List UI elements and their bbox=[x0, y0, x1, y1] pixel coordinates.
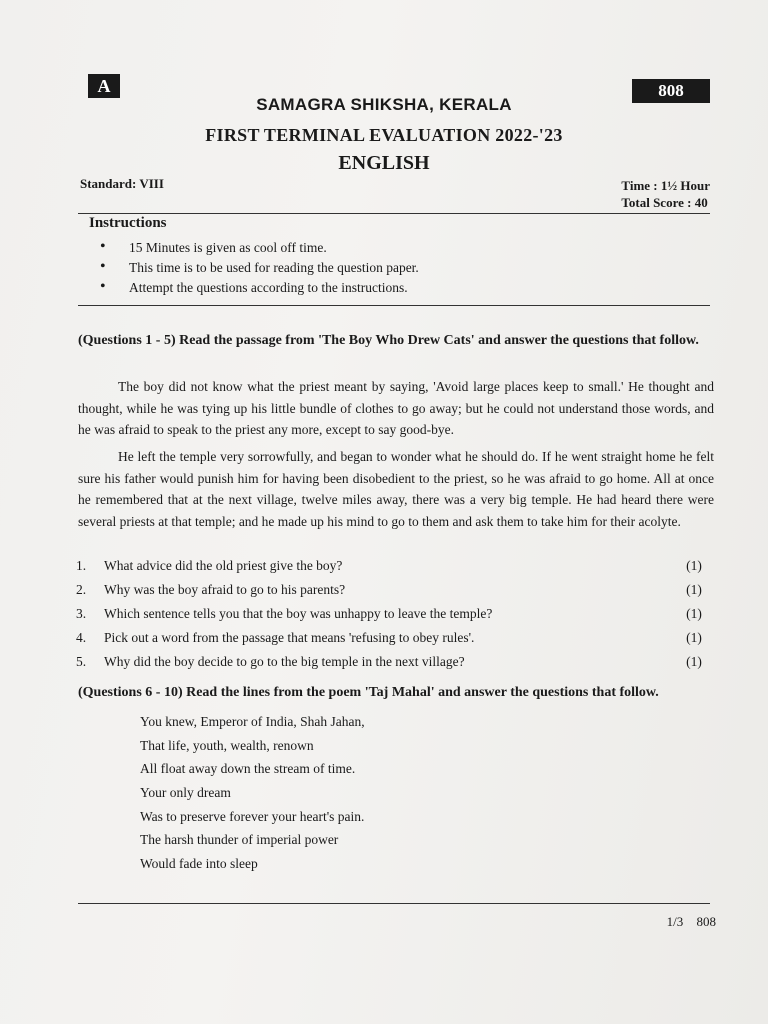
standard-label: Standard: VIII bbox=[80, 176, 164, 191]
instruction-item: • This time is to be used for reading the question paper. bbox=[100, 258, 419, 278]
passage-paragraph: He left the temple very sorrowfully, and began to wonder what he should do. If he went straight home he felt sure his father would punish him for having been disobedient to the priest, so he was afraid to go home. All at once he remembered that at the next village, twelve miles away, there was a very big temple. He had heard there were several priests at that temple; and he made up his mind to go to them and ask them to take him for their acolyte. bbox=[78, 449, 714, 529]
poem-line: Your only dream bbox=[140, 785, 231, 801]
page-number: 1/3 bbox=[666, 914, 684, 929]
question-number: 3. bbox=[76, 606, 87, 621]
question-text: Pick out a word from the passage that means 'refusing to obey rules'. bbox=[104, 630, 475, 645]
passage-paragraph: The boy did not know what the priest meant by saying, 'Avoid large places keep to small.' He thought and thought, while he was tying up his little bundle of clothes to go away; but he could not understand those words, and he was afraid to speak to the priest any more, except to say good-bye. bbox=[78, 379, 714, 437]
total-score-label: Total Score : 40 bbox=[621, 195, 708, 210]
poem-line: Would fade into sleep bbox=[140, 856, 258, 872]
page-footer bbox=[667, 914, 716, 930]
section1-heading: (Questions 1 - 5) Read the passage from 'The Boy Who Drew Cats' and answer the questions that follow. bbox=[78, 333, 699, 348]
instruction-item: • 15 Minutes is given as cool off time. bbox=[100, 238, 419, 258]
exam-title: FIRST TERMINAL EVALUATION 2022-'23 bbox=[205, 125, 563, 145]
instructions-title: Instructions bbox=[89, 215, 167, 231]
question-text: Which sentence tells you that the boy was unhappy to leave the temple? bbox=[104, 606, 493, 621]
poem-block bbox=[140, 710, 365, 876]
subject-title: ENGLISH bbox=[338, 152, 430, 174]
question-row bbox=[76, 628, 706, 648]
question-mark: (1) bbox=[686, 558, 702, 573]
footer-code: 808 bbox=[696, 914, 716, 929]
time-label: Time : 1½ Hour bbox=[621, 178, 710, 193]
question-mark: (1) bbox=[686, 654, 702, 669]
question-number: 1. bbox=[76, 558, 87, 573]
divider-footer bbox=[78, 903, 710, 904]
question-row bbox=[76, 556, 706, 576]
section2-heading: (Questions 6 - 10) Read the lines from the poem 'Taj Mahal' and answer the questions that follow. bbox=[78, 685, 659, 700]
paper-code-badge: 808 bbox=[632, 79, 710, 103]
question-number: 2. bbox=[76, 582, 87, 597]
exam-meta bbox=[621, 177, 710, 211]
instructions-list bbox=[100, 238, 419, 298]
set-label-badge: A bbox=[88, 74, 120, 98]
poem-line: Was to preserve forever your heart's pain. bbox=[140, 808, 365, 824]
poem-line: You knew, Emperor of India, Shah Jahan, bbox=[140, 714, 365, 729]
question-text: What advice did the old priest give the boy? bbox=[104, 558, 343, 573]
question-text: Why did the boy decide to go to the big temple in the next village? bbox=[104, 654, 465, 669]
poem-line: All float away down the stream of time. bbox=[140, 761, 356, 777]
question-mark: (1) bbox=[686, 582, 702, 597]
question-mark: (1) bbox=[686, 606, 702, 621]
question-number: 4. bbox=[76, 630, 87, 645]
divider-instructions bbox=[78, 305, 710, 306]
question-number: 5. bbox=[76, 654, 87, 669]
poem-line: The harsh thunder of imperial power bbox=[140, 832, 339, 848]
question-row bbox=[76, 580, 706, 600]
instruction-item: • Attempt the questions according to the instructions. bbox=[100, 278, 419, 298]
question-row bbox=[76, 652, 706, 672]
poem-line: That life, youth, wealth, renown bbox=[140, 737, 314, 753]
question-mark: (1) bbox=[686, 630, 702, 645]
question-row bbox=[76, 604, 706, 624]
divider-top bbox=[78, 213, 710, 214]
organization-title: SAMAGRA SHIKSHA, KERALA bbox=[256, 95, 512, 114]
question-text: Why was the boy afraid to go to his parents? bbox=[104, 582, 346, 597]
